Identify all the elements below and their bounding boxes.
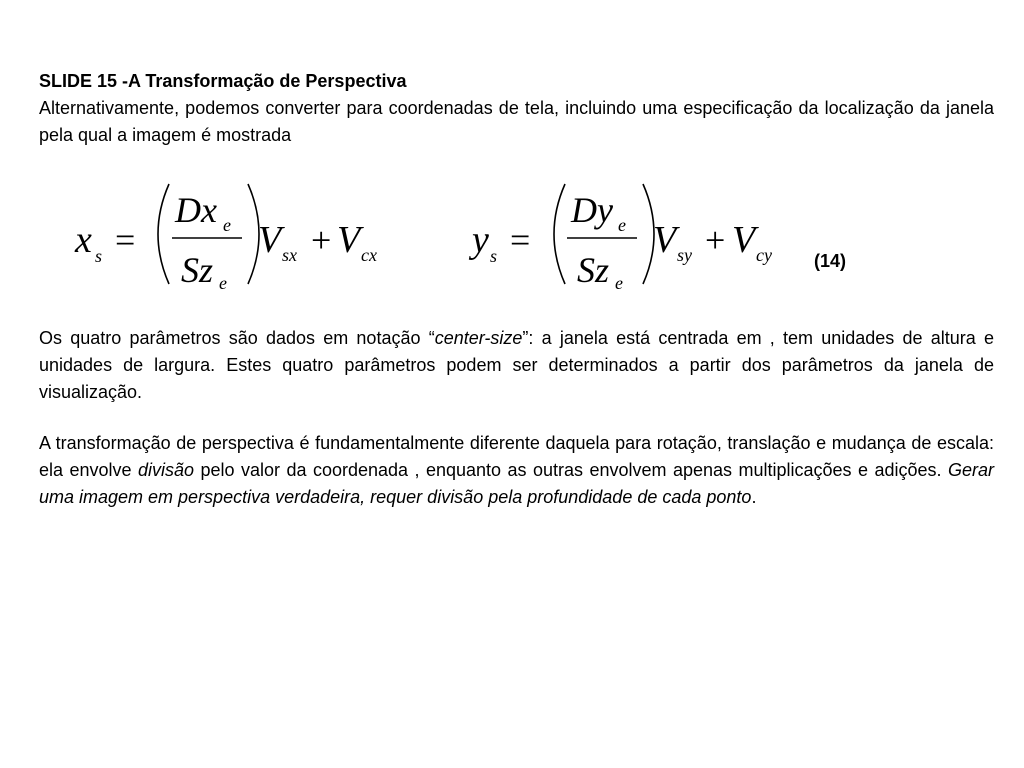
xs-v1-sub: sx bbox=[282, 245, 297, 265]
ys-numerator-sub: e bbox=[618, 215, 626, 235]
slide-title: SLIDE 15 -A Transformação de Perspectiva bbox=[39, 71, 407, 91]
para3-emphasis-conclusion: Gerar uma imagem em perspectiva verdadeira, requer divisão pela profundidade de cada ponto bbox=[39, 460, 994, 507]
xs-left-paren bbox=[158, 184, 169, 284]
center-size-paragraph bbox=[39, 325, 994, 406]
xs-equals: = bbox=[115, 220, 136, 260]
ys-lhs-sub: s bbox=[490, 246, 498, 266]
perspective-paragraph bbox=[39, 430, 994, 511]
xs-lhs: x bbox=[75, 219, 92, 261]
ys-v2: V bbox=[732, 219, 756, 261]
xs-numerator: Dx bbox=[175, 190, 217, 230]
para2-emphasis: center-size bbox=[434, 328, 523, 348]
ys-lhs: y bbox=[472, 219, 489, 261]
xs-numerator-sub: e bbox=[223, 215, 231, 235]
xs-plus: + bbox=[311, 220, 332, 260]
para3-text-c: . bbox=[751, 487, 757, 507]
ys-denominator: Sz bbox=[577, 250, 610, 290]
ys-plus: + bbox=[705, 220, 726, 260]
xs-denominator-sub: e bbox=[219, 273, 227, 293]
xs-lhs-sub: s bbox=[95, 246, 103, 266]
formula-xs bbox=[74, 184, 377, 293]
para2-text-a: Os quatro parâmetros são dados em notação “ bbox=[39, 328, 435, 348]
ys-denominator-sub: e bbox=[615, 273, 623, 293]
para2-text-b: ”: a janela está centrada em , tem unidades de altura e unidades de largura. Estes quatro parâmetros podem ser determinados a partir dos parâmetros da janela de visualização. bbox=[39, 328, 994, 402]
formula-ys bbox=[468, 184, 772, 293]
xs-v2: V bbox=[337, 219, 361, 261]
xs-v1: V bbox=[258, 219, 282, 261]
equation-number: (14) bbox=[814, 251, 847, 271]
para3-emphasis-division: divisão bbox=[138, 460, 195, 480]
para3-text-b: pelo valor da coordenada , enquanto as outras envolvem apenas multiplicações e adições. bbox=[194, 460, 948, 480]
equation-block bbox=[39, 172, 994, 302]
ys-v2-sub: cy bbox=[756, 245, 772, 265]
ys-v1: V bbox=[653, 219, 677, 261]
para3-text-a: A transformação de perspectiva é fundamentalmente diferente daquela para rotação, translação e mudança de escala: ela envolve bbox=[39, 433, 994, 480]
intro-paragraph: Alternativamente, podemos converter para coordenadas de tela, incluindo uma especificação da localização da janela pela qual a imagem é mostrada bbox=[39, 98, 994, 145]
xs-denominator: Sz bbox=[181, 250, 214, 290]
ys-equals: = bbox=[510, 220, 531, 260]
ys-numerator: Dy bbox=[571, 190, 613, 230]
xs-v2-sub: cx bbox=[361, 245, 377, 265]
ys-v1-sub: sy bbox=[677, 245, 692, 265]
ys-left-paren bbox=[554, 184, 565, 284]
perspective-equations bbox=[39, 172, 994, 302]
